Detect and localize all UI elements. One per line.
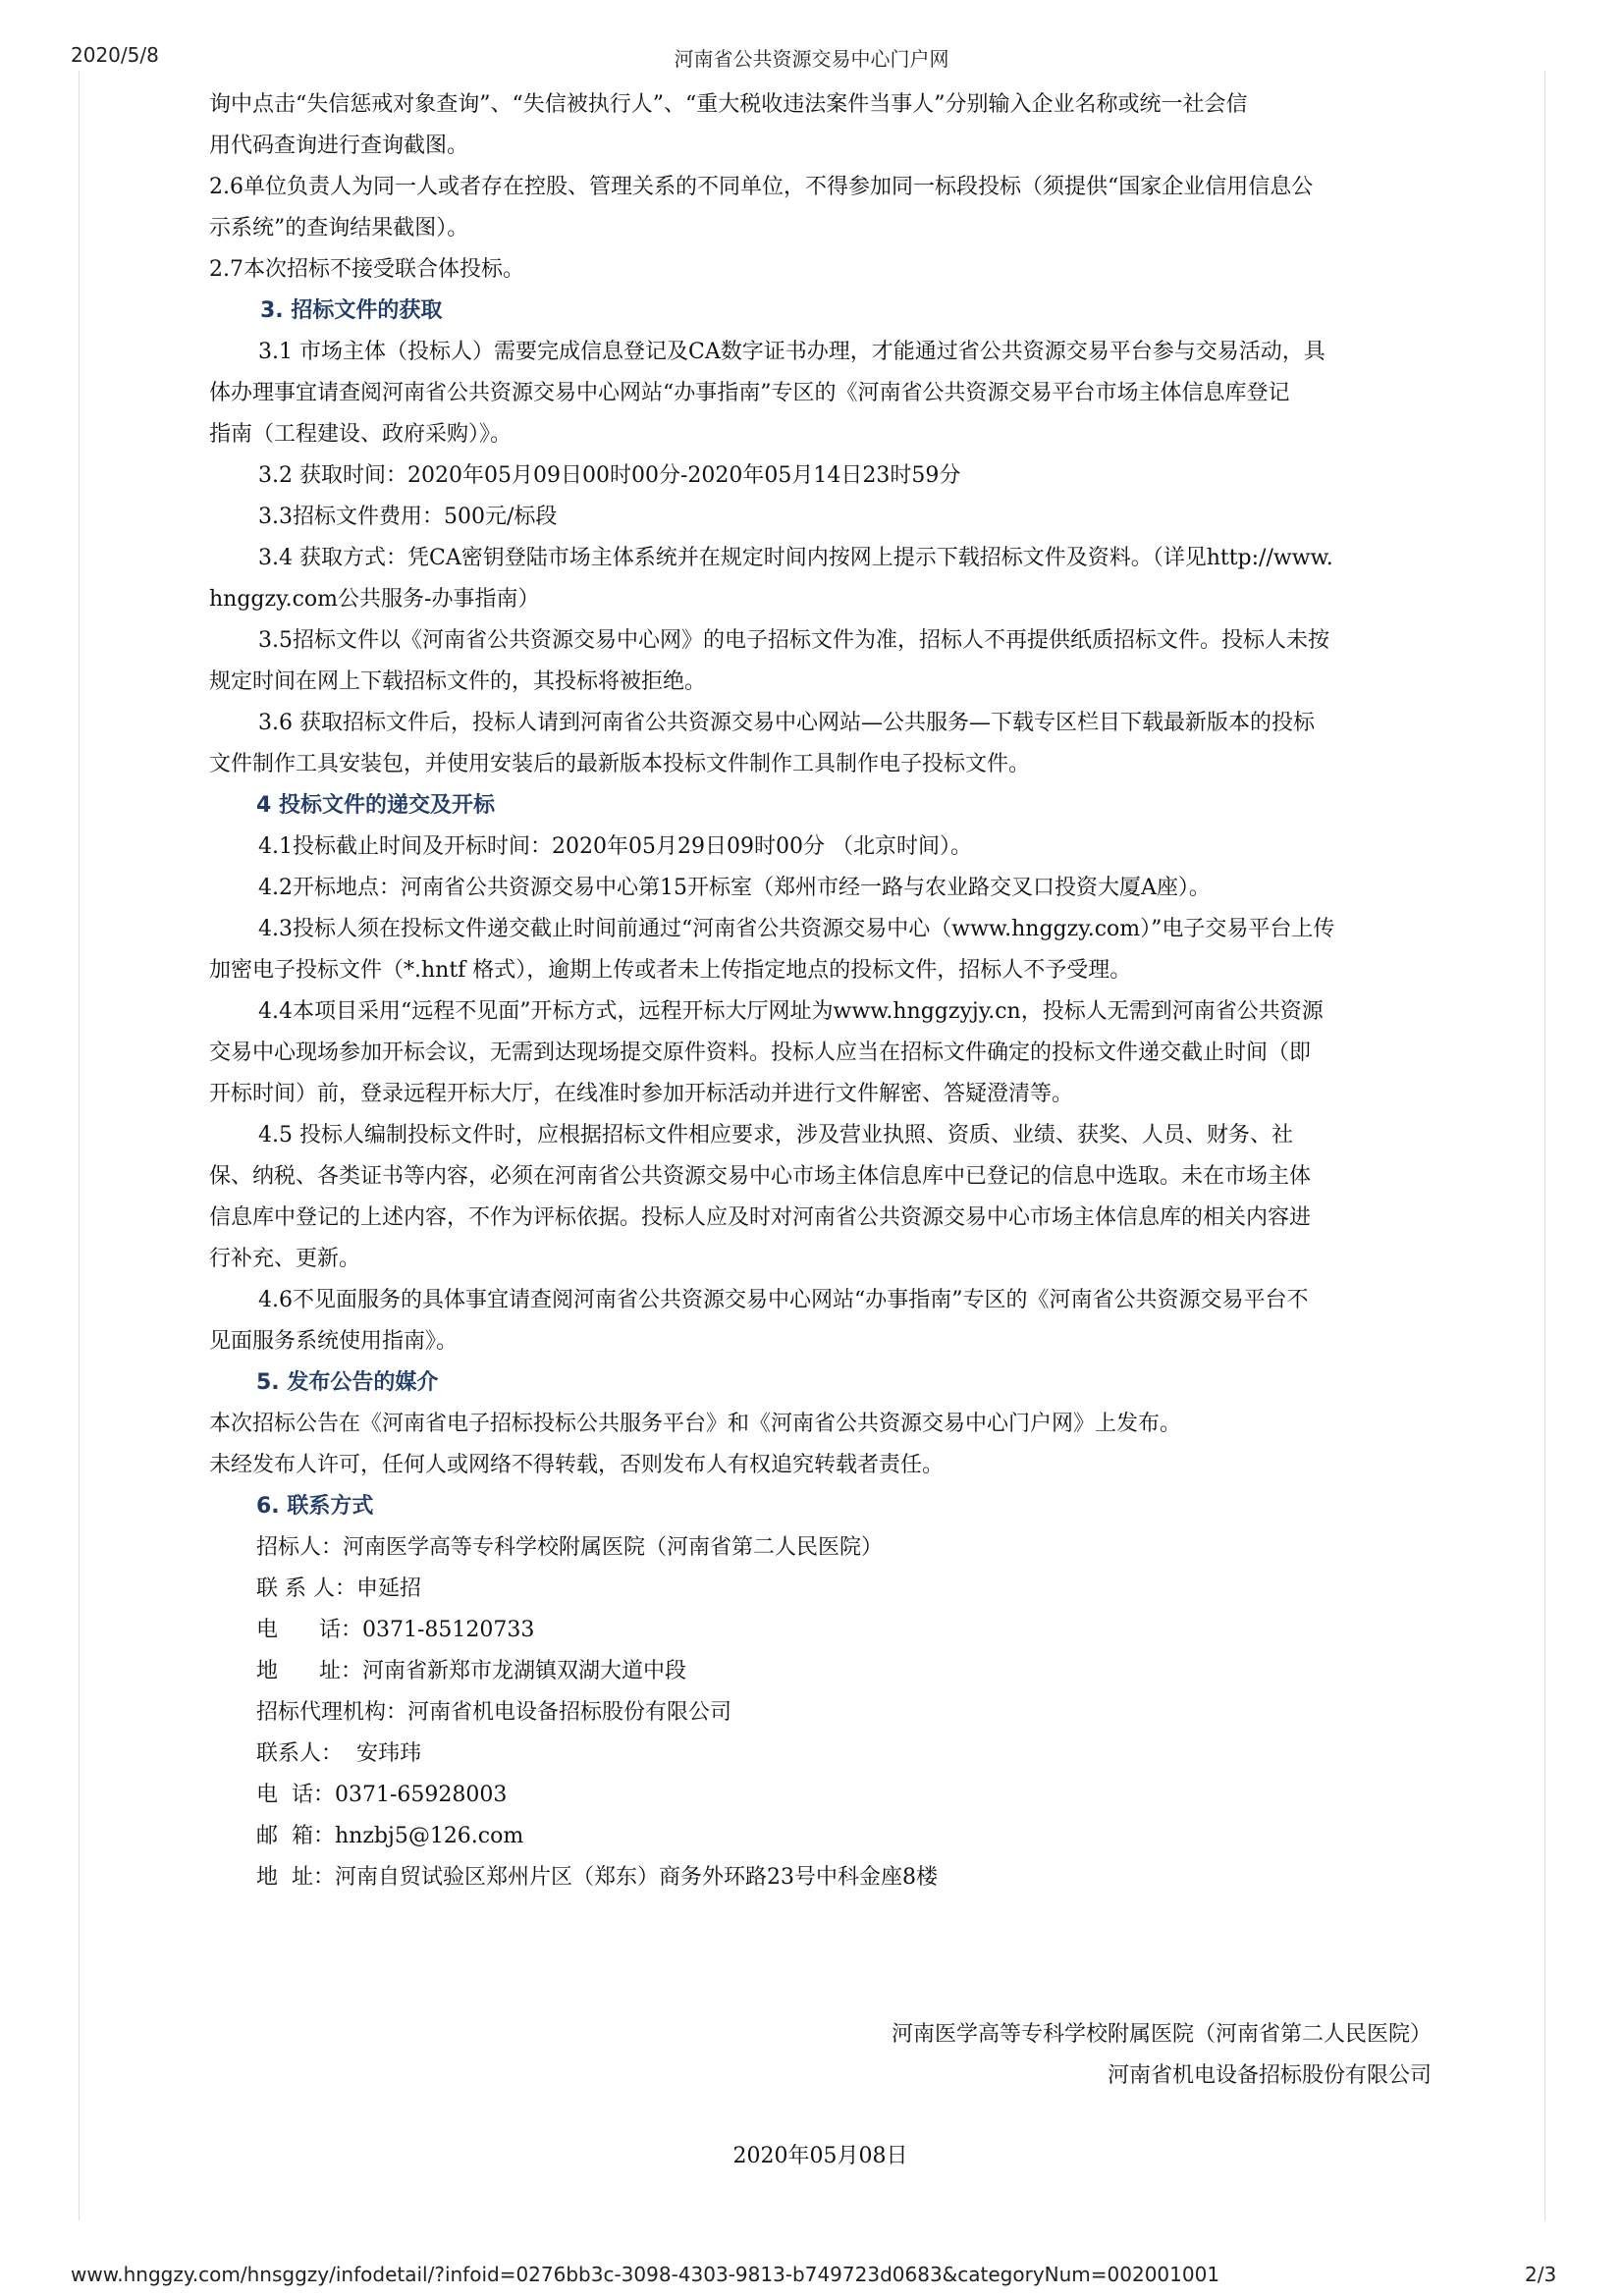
contact-tenderer: 招标人：河南医学高等专科学校附属医院（河南省第二人民医院） (256, 1535, 884, 1560)
paragraph-3-4: 3.4 获取方式：凭CA密钥登陆市场主体系统并在规定时间内按网上提示下载招标文件及资料。（详见http://www. (258, 546, 1333, 570)
contact-person: 联 系 人：申延招 (256, 1576, 421, 1601)
document-body (209, 84, 1432, 2177)
section-heading-6: 6. 联系方式 (256, 1494, 374, 1519)
section-heading-4: 4 投标文件的递交及开标 (256, 793, 495, 818)
paragraph: 体办理事宜请查阅河南省公共资源交易中心网站“办事指南”专区的《河南省公共资源交易平台市场主体信息库登记 (209, 381, 1290, 405)
agency-phone: 电 话：0371-65928003 (256, 1783, 508, 1807)
paragraph: 保、纳税、各类证书等内容，必须在河南省公共资源交易中心市场主体信息库中已登记的信息中选取。未在市场主体 (209, 1164, 1312, 1189)
contact-address: 地 址：河南省新郑市龙湖镇双湖大道中段 (256, 1659, 686, 1683)
paragraph-4-1: 4.1投标截止时间及开标时间：2020年05月29日09时00分 （北京时间）。 (258, 834, 972, 859)
footer-url: www.hnggzy.com/hnsggzy/infodetail/?infoid=0276bb3c-3098-4303-9813-b749723d0683&categoryNum=002001001 (71, 2263, 1220, 2286)
paragraph: 规定时间在网上下载招标文件的，其投标将被拒绝。 (209, 669, 707, 694)
paragraph: 文件制作工具安装包，并使用安装后的最新版本投标文件制作工具制作电子投标文件。 (209, 752, 1031, 776)
agency-email: 邮 箱：hnzbj5@126.com (256, 1824, 524, 1848)
paragraph-4-2: 4.2开标地点：河南省公共资源交易中心第15开标室（郑州市经一路与农业路交叉口投资大厦A座）。 (258, 876, 1211, 900)
agency-address: 地 址：河南自贸试验区郑州片区（郑东）商务外环路23号中科金座8楼 (256, 1865, 938, 1890)
paragraph: 见面服务系统使用指南》。 (209, 1329, 459, 1354)
paragraph-4-3: 4.3投标人须在投标文件递交截止时间前通过“河南省公共资源交易中心（www.hnggzy.com）”电子交易平台上传 (258, 917, 1335, 941)
paragraph-5-1: 本次招标公告在《河南省电子招标投标公共服务平台》和《河南省公共资源交易中心门户网》上发布。 (209, 1412, 1182, 1436)
paragraph-3-1: 3.1 市场主体（投标人）需要完成信息登记及CA数字证书办理，才能通过省公共资源交易平台参与交易活动，具 (258, 340, 1325, 364)
signature-tenderer: 河南医学高等专科学校附属医院（河南省第二人民医院） (891, 2022, 1432, 2047)
paragraph-4-4: 4.4本项目采用“远程不见面”开标方式，远程开标大厅网址为www.hnggzyjy.cn，投标人无需到河南省公共资源 (258, 999, 1324, 1024)
section-heading-3: 3. 招标文件的获取 (260, 298, 443, 323)
paragraph: 交易中心现场参加开标会议，无需到达现场提交原件资料。投标人应当在招标文件确定的投标文件递交截止时间（即 (209, 1041, 1312, 1065)
page-title: 河南省公共资源交易中心门户网 (674, 47, 949, 71)
paragraph-2-6: 2.6单位负责人为同一人或者存在控股、管理关系的不同单位，不得参加同一标段投标（须提供“国家企业信用信息公 (209, 175, 1314, 199)
section-heading-5: 5. 发布公告的媒介 (256, 1370, 439, 1395)
print-date: 2020/5/8 (71, 43, 159, 67)
paragraph-2-7: 2.7本次招标不接受联合体投标。 (209, 257, 524, 282)
paragraph: 开标时间）前，登录远程开标大厅，在线准时参加开标活动并进行文件解密、答疑澄清等。 (209, 1082, 1074, 1106)
signature-agency: 河南省机电设备招标股份有限公司 (1107, 2063, 1432, 2088)
document-date: 2020年05月08日 (732, 2144, 908, 2168)
right-margin-line (1544, 71, 1545, 2220)
contact-agency: 招标代理机构：河南省机电设备招标股份有限公司 (256, 1700, 732, 1725)
paragraph: hnggzy.com公共服务-办事指南） (209, 587, 540, 612)
paragraph-3-2: 3.2 获取时间：2020年05月09日00时00分-2020年05月14日23时59分 (258, 463, 961, 488)
paragraph-3-6: 3.6 获取招标文件后，投标人请到河南省公共资源交易中心网站—公共服务—下载专区栏目下载最新版本的投标 (258, 711, 1315, 735)
paragraph: 行补充、更新。 (209, 1247, 361, 1271)
paragraph: 询中点击“失信惩戒对象查询”、“失信被执行人”、“重大税收违法案件当事人”分别输入企业名称或统一社会信 (209, 92, 1248, 117)
contact-phone: 电 话：0371-85120733 (256, 1618, 535, 1642)
paragraph: 用代码查询进行查询截图。 (209, 133, 469, 158)
paragraph: 示系统”的查询结果截图）。 (209, 216, 469, 240)
paragraph-3-5: 3.5招标文件以《河南省公共资源交易中心网》的电子招标文件为准，招标人不再提供纸质招标文件。投标人未按 (258, 628, 1329, 653)
paragraph-3-3: 3.3招标文件费用：500元/标段 (258, 505, 558, 529)
paragraph-4-5: 4.5 投标人编制投标文件时，应根据招标文件相应要求，涉及营业执照、资质、业绩、获奖、人员、财务、社 (258, 1123, 1293, 1148)
paragraph-5-2: 未经发布人许可，任何人或网络不得转载，否则发布人有权追究转载者责任。 (209, 1453, 945, 1477)
page-number: 2/3 (1525, 2263, 1557, 2286)
agency-contact-person: 联系人： 安玮玮 (256, 1741, 421, 1766)
paragraph-4-6: 4.6不见面服务的具体事宜请查阅河南省公共资源交易中心网站“办事指南”专区的《河南省公共资源交易平台不 (258, 1288, 1309, 1312)
paragraph: 加密电子投标文件（*.hntf 格式），逾期上传或者未上传指定地点的投标文件，招标人不予受理。 (209, 958, 1132, 983)
paragraph: 指南（工程建设、政府采购）》。 (209, 422, 513, 447)
left-margin-line (79, 71, 80, 2220)
paragraph: 信息库中登记的上述内容，不作为评标依据。投标人应及时对河南省公共资源交易中心市场主体信息库的相关内容进 (209, 1205, 1312, 1230)
